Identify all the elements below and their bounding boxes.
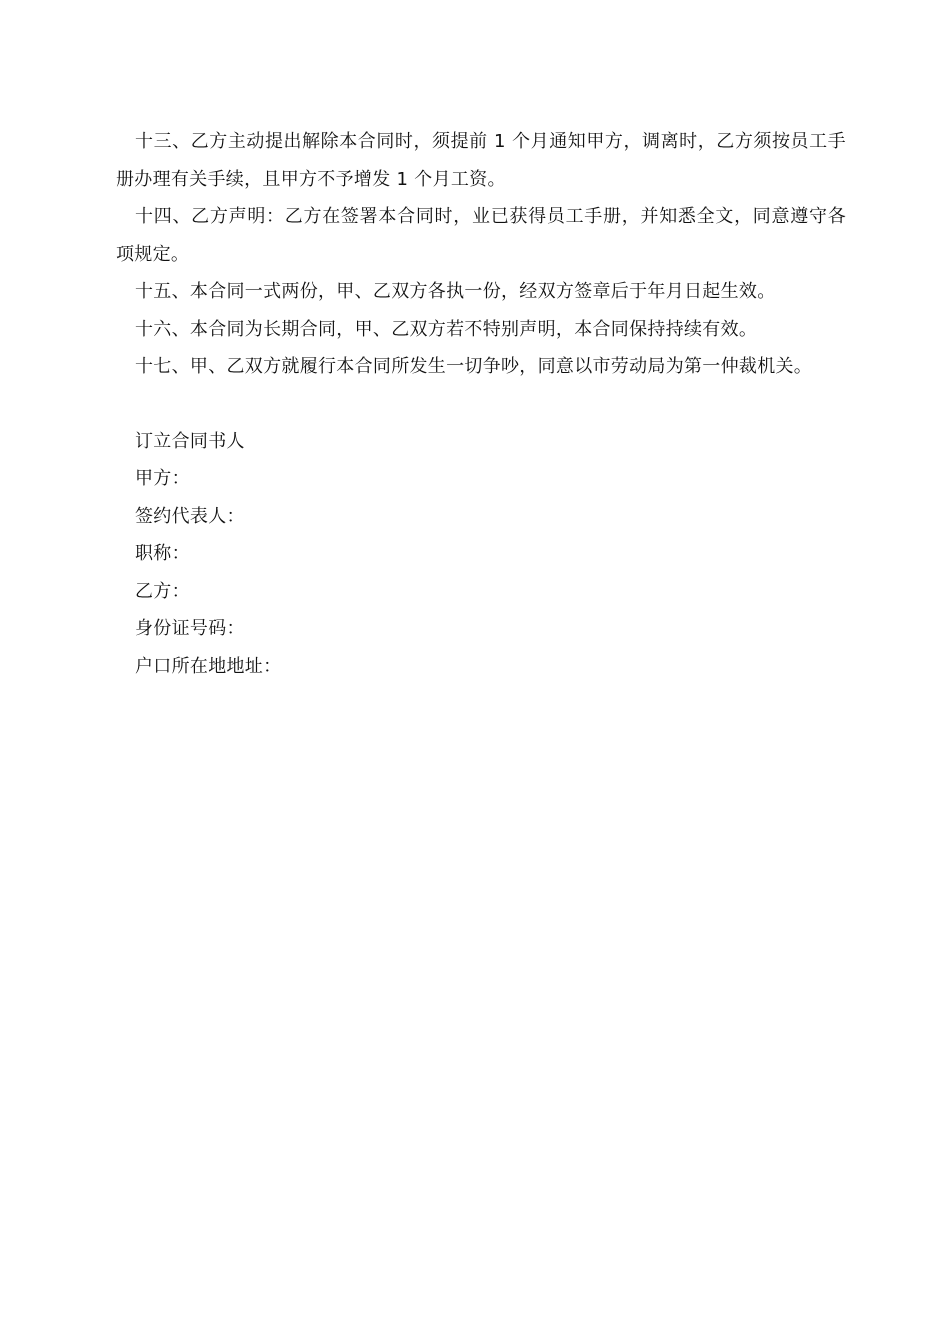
contract-body — [116, 123, 846, 685]
clause-16: 十六、本合同为长期合同，甲、乙双方若不特别声明，本合同保持持续有效。 — [135, 318, 758, 340]
party-b-field: 乙方： — [135, 580, 190, 602]
household-address-field: 户口所在地地址： — [135, 655, 282, 677]
job-title-field: 职称： — [135, 543, 190, 564]
signature-title: 订立合同书人 — [135, 430, 245, 452]
signing-representative-field: 签约代表人： — [135, 505, 245, 527]
party-a-field: 甲方： — [135, 468, 190, 489]
signature-block — [116, 423, 846, 686]
id-number-field: 身份证号码： — [135, 618, 245, 639]
clause-14: 十四、乙方声明：乙方在签署本合同时，业已获得员工手册，并知悉全文，同意遵守各项规定。 — [116, 206, 846, 265]
clause-13: 十三、乙方主动提出解除本合同时，须提前 1 个月通知甲方，调离时，乙方须按员工手册办理有关手续，且甲方不予增发 1 个月工资。 — [116, 131, 846, 190]
clause-17: 十七、甲、乙双方就履行本合同所发生一切争吵，同意以市劳动局为第一仲裁机关。 — [135, 356, 813, 377]
clause-15: 十五、本合同一式两份，甲、乙双方各执一份，经双方签章后于年月日起生效。 — [135, 281, 776, 302]
